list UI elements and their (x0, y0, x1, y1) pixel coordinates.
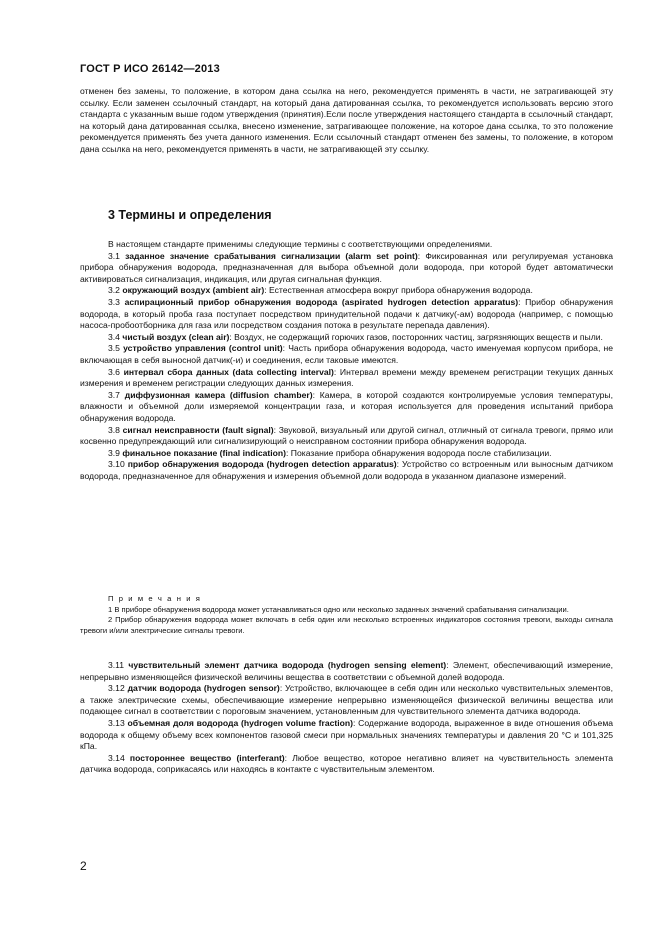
term-number: 3.13 (108, 717, 125, 728)
term-name: окружающий воздух (ambient air) (122, 285, 265, 296)
term-3-9 (80, 448, 613, 460)
notes-block (80, 594, 613, 636)
term-name: датчик водорода (hydrogen sensor) (127, 683, 280, 694)
term-3-4 (80, 332, 613, 344)
term-definition: : Звуковой, визуальный или другой сигнал, отличный от сигнала тревоги, прямо или косвенно предупреждающий или сигнализирующий о неисправном состоянии прибора обнаружения водорода. (80, 424, 613, 447)
term-number: 3.7 (108, 389, 120, 400)
lead-paragraph: В настоящем стандарте применимы следующие термины с соответствующими определениями. (108, 239, 493, 249)
term-name: устройство управления (control unit) (123, 343, 283, 354)
note-item: 1 В приборе обнаружения водорода может устанавливаться одно или несколько заданных значений срабатывания сигнализации. (108, 604, 569, 614)
term-number: 3.6 (108, 366, 120, 377)
term-3-6 (80, 367, 613, 390)
term-3-12 (80, 683, 613, 718)
term-definition: : Элемент, обеспечивающий измерение, непрерывно изменяющейся физической величины вещества в соответствии с объемной долей водорода. (80, 660, 614, 682)
term-definition: : Содержание водорода, выраженное в виде отношения объема водорода к общему объему всех компонентов газовой смеси при нормальных значениях температуры и давления 20 °С и 101,325 кПа. (80, 717, 614, 752)
notes-title: П р и м е ч а н и я (108, 594, 202, 603)
definitions-block-continued (80, 660, 613, 776)
term-name: объемная доля водорода (hydrogen volume fraction) (127, 717, 353, 728)
term-3-14 (80, 753, 613, 776)
term-name: финальное показание (final indication) (122, 447, 287, 458)
term-number: 3.5 (108, 343, 120, 354)
intro-paragraph: отменен без замены, то положение, в котором дана ссылка на него, рекомендуется применять в части, не затрагивающей эту ссылку. Если заменен ссылочный стандарт, на который дана датированная ссылка, то рекомендуется использовать версию этого стандарта с указанным выше годом утверждения (принятия).Если после утверждения настоящего стандарта в ссылочный стандарт, на который дана датированная ссылка, внесено изменение, затрагивающее положение, на которое дана ссылка, то это положение рекомендуется применять без учета данного изменения. Если ссылочный стандарт отменен без замены, то положение, в котором дана ссылка на него, рекомендуется применять в части, не затрагивающей эту ссылку. (80, 86, 613, 154)
section-title: 3 Термины и определения (108, 208, 272, 222)
term-number: 3.12 (108, 683, 125, 694)
term-name: чистый воздух (clean air) (122, 331, 230, 342)
term-number: 3.8 (108, 424, 120, 435)
document-header: ГОСТ Р ИСО 26142—2013 (80, 63, 220, 75)
term-definition: : Устройство со встроенным или выносным датчиком водорода, предназначенное для обнаружения и измерения объемной доли водорода в указанном диапазоне измерений. (80, 459, 613, 481)
term-number: 3.1 (108, 250, 120, 261)
term-definition: : Показание прибора обнаружения водорода после стабилизации. (286, 447, 552, 458)
term-number: 3.11 (108, 660, 125, 670)
term-definition: : Камера, в которой создаются контролируемые условия температуры, влажности и объемной доли измеряемой концентрации газа, и которая используется для проведения испытаний прибора обнаружения водорода. (80, 389, 613, 423)
term-name: аспирационный прибор обнаружения водорода (aspirated hydrogen detection apparatus) (124, 296, 519, 307)
term-definition: : Естественная атмосфера вокруг прибора обнаружения водорода. (264, 285, 533, 296)
term-definition: : Фиксированная или регулируемая установка прибора обнаружения водорода, предназначенная для выбора объемной доли водорода, при которой будет автоматически активироваться сигнализация, индикация, или другая сигнальная функция. (80, 250, 613, 284)
term-definition: : Интервал времени между временем регистрации текущих данных измерения и временем регистрации следующих данных измерения. (80, 366, 613, 389)
term-name: заданное значение срабатывания сигнализации (alarm set point) (125, 250, 418, 261)
term-3-3 (80, 297, 613, 332)
term-3-8 (80, 425, 613, 448)
term-3-2 (80, 285, 613, 297)
term-name: прибор обнаружения водорода (hydrogen detection apparatus) (127, 459, 397, 470)
term-number: 3.9 (108, 447, 120, 458)
term-name: чувствительный элемент датчика водорода (hydrogen sensing element) (128, 660, 447, 670)
term-number: 3.3 (108, 296, 120, 307)
term-number: 3.2 (108, 285, 120, 296)
term-definition: : Любое вещество, которое негативно влияет на чувствительность элемента датчика водорода, соприкасаясь или находясь в контакте с чувствительным элементом. (80, 752, 613, 775)
term-name: постороннее вещество (interferant) (129, 752, 285, 763)
page-number: 2 (80, 859, 87, 873)
term-3-7 (80, 390, 613, 425)
definitions-block (80, 239, 613, 482)
term-3-11 (80, 660, 613, 683)
term-name: сигнал неисправности (fault signal) (122, 424, 274, 435)
term-number: 3.10 (108, 459, 125, 470)
term-number: 3.14 (108, 752, 125, 763)
term-3-13 (80, 718, 613, 753)
term-3-5 (80, 343, 613, 366)
term-definition: : Часть прибора обнаружения водорода, часто именуемая корпусом прибора, не включающая в себя выносной датчик(-и) и соединения, если таковые имеются. (80, 343, 614, 365)
term-definition: : Устройство, включающее в себя один или несколько чувствительных элементов, а также электрические схемы, обеспечивающие измерение непрерывно изменяющейся физической величины вещества или подающее сигнал в соответствии с пороговым значением, установленным для чувствительного элемента датчика водорода. (80, 683, 614, 717)
term-name: интервал сбора данных (data collecting interval) (123, 366, 334, 377)
term-name: диффузионная камера (diffusion chamber) (124, 389, 313, 400)
term-definition: : Прибор обнаружения водорода, в который проба газа поступает посредством принудительной подачи к датчику(-ам) водорода (например, с помощью насоса-пробоотборника для газа или посредством создания потока в результате перепада давления). (80, 296, 614, 331)
term-number: 3.4 (108, 331, 120, 342)
term-3-1 (80, 251, 613, 286)
term-definition: : Воздух, не содержащий горючих газов, посторонних частиц, загрязняющих веществ и пыли. (229, 331, 603, 342)
note-item: 2 Прибор обнаружения водорода может включать в себя один или несколько встроенных индикаторов состояния тревоги, выходы сигнала тревоги и/или электрические сигналы тревоги. (80, 615, 613, 635)
term-3-10 (80, 459, 613, 482)
